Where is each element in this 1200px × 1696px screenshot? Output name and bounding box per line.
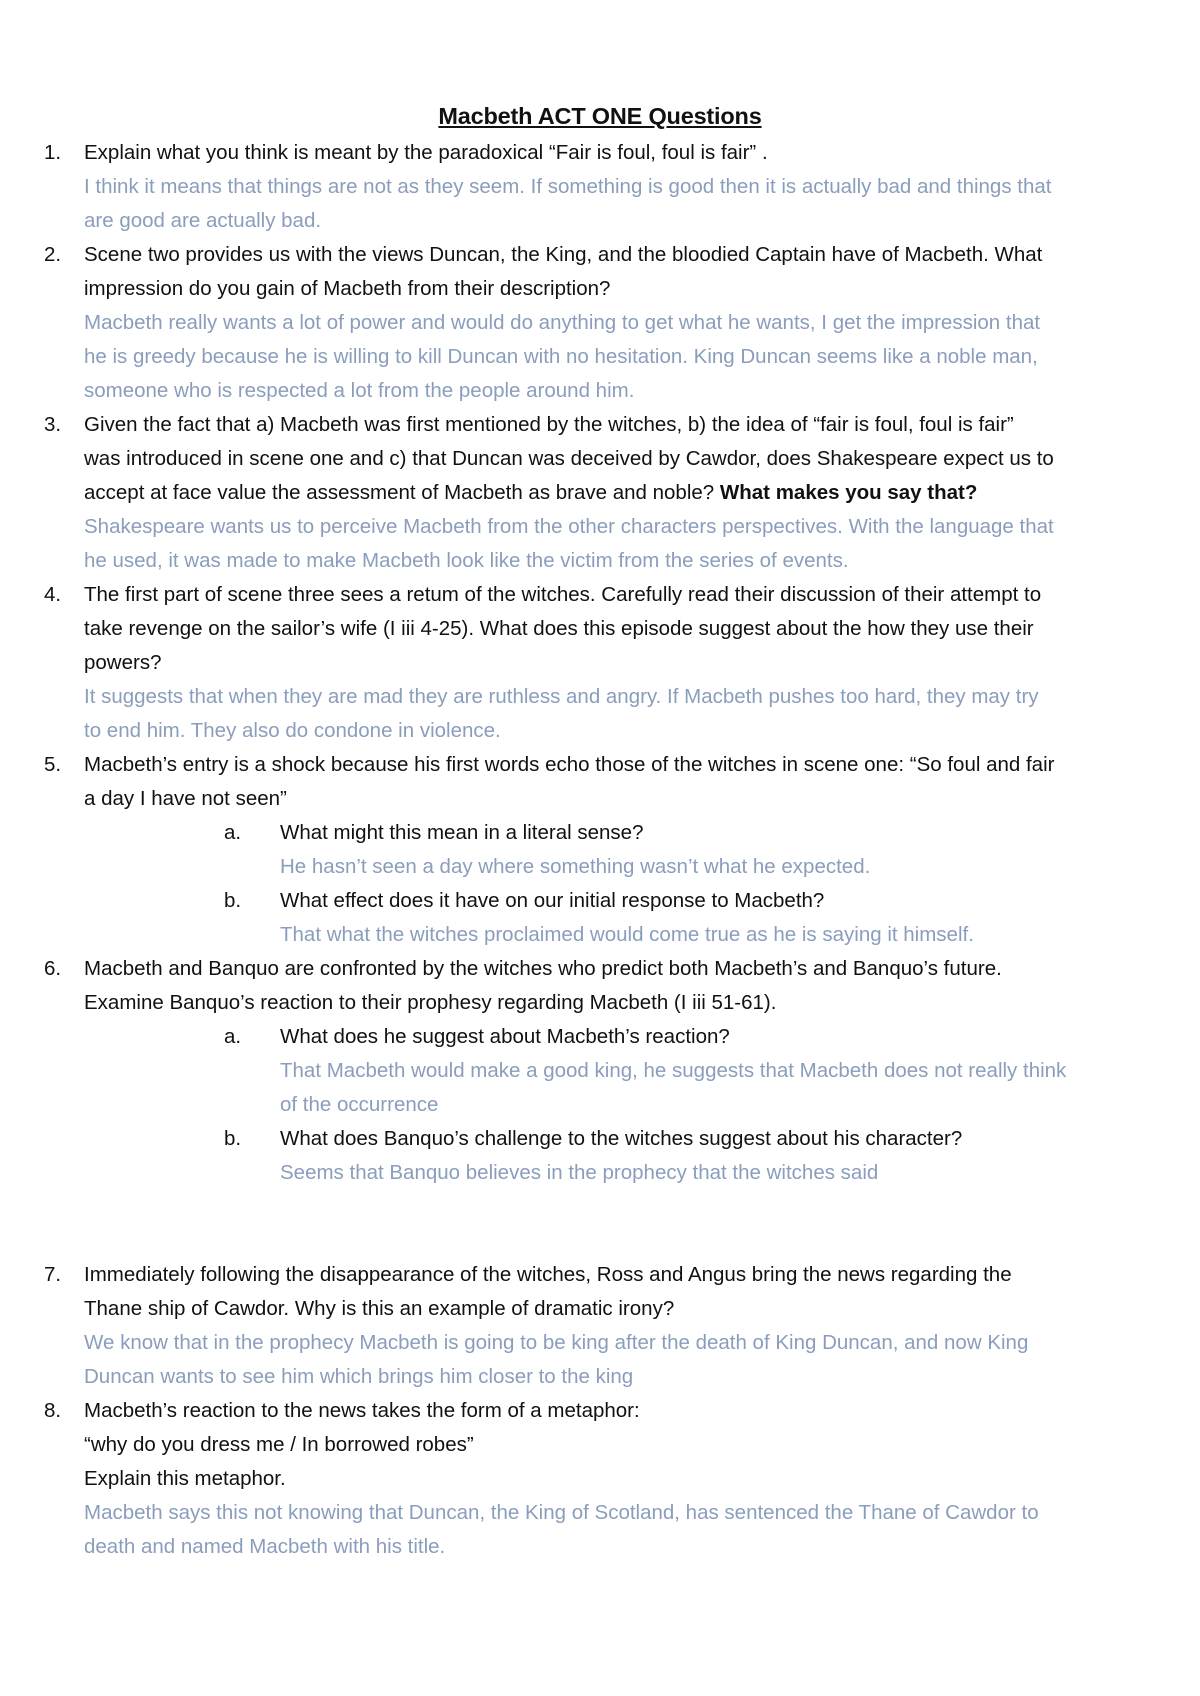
question-text: Explain what you think is meant by the paradoxical “Fair is foul, foul is fair” . <box>84 141 768 164</box>
question-text: Macbeth and Banquo are confronted by the witches who predict both Macbeth’s and Banquo’s future. <box>84 957 1002 980</box>
question-number: 7. <box>44 1263 62 1286</box>
answer-text: I think it means that things are not as they seem. If something is good then it is actually bad and things that <box>84 175 1052 198</box>
question-text: The first part of scene three sees a retum of the witches. Carefully read their discussion of their attempt to <box>84 583 1042 606</box>
sub-question-text: What does Banquo’s challenge to the witches suggest about his character? <box>280 1127 963 1150</box>
question-text: was introduced in scene one and c) that Duncan was deceived by Cawdor, does Shakespeare expect us to <box>84 447 1054 470</box>
question-text: Given the fact that a) Macbeth was first mentioned by the witches, b) the idea of “fair is foul, foul is fair” <box>84 413 1014 436</box>
answer-text: We know that in the prophecy Macbeth is going to be king after the death of King Duncan, and now King <box>84 1331 1029 1354</box>
question-number: 4. <box>44 583 62 606</box>
question-1 <box>44 136 1164 238</box>
sub-question-b <box>44 884 1164 918</box>
question-5 <box>44 748 1164 952</box>
answer-text: He hasn’t seen a day where something wasn’t what he expected. <box>280 855 871 878</box>
question-number: 5. <box>44 753 62 776</box>
answer-text: Macbeth says this not knowing that Duncan, the King of Scotland, has sentenced the Thane of Cawdor to <box>84 1501 1039 1524</box>
question-text: Macbeth’s entry is a shock because his first words echo those of the witches in scene one: “So foul and fair <box>84 753 1055 776</box>
answer-text: of the occurrence <box>280 1093 439 1116</box>
question-emphasis: What makes you say that? <box>719 481 978 504</box>
answer-text: It suggests that when they are mad they are ruthless and angry. If Macbeth pushes too hard, they may try <box>84 685 1039 708</box>
answer-text: are good are actually bad. <box>84 209 322 232</box>
sub-question-b <box>44 1122 1164 1156</box>
question-text: Macbeth’s reaction to the news takes the form of a metaphor: <box>84 1399 640 1422</box>
question-text: a day I have not seen” <box>84 787 287 810</box>
answer-text: That Macbeth would make a good king, he suggests that Macbeth does not really think <box>280 1059 1067 1082</box>
sub-question-text: What effect does it have on our initial response to Macbeth? <box>280 889 825 912</box>
question-2 <box>44 238 1164 408</box>
sub-question-a <box>44 816 1164 850</box>
sub-question-letter: a. <box>224 821 242 844</box>
answer-text: Seems that Banquo believes in the prophecy that the witches said <box>280 1161 879 1184</box>
question-text: powers? <box>84 651 162 674</box>
question-4 <box>44 578 1164 748</box>
answer-text: he is greedy because he is willing to kill Duncan with no hesitation. King Duncan seems like a noble man, <box>84 345 1038 368</box>
question-text: accept at face value the assessment of Macbeth as brave and noble? <box>84 481 715 504</box>
quotation-text: “why do you dress me / In borrowed robes” <box>84 1433 474 1456</box>
sub-question-text: What might this mean in a literal sense? <box>280 821 644 844</box>
question-text: Immediately following the disappearance of the witches, Ross and Angus bring the news regarding the <box>84 1263 1012 1286</box>
question-7 <box>44 1258 1164 1394</box>
question-list <box>44 136 1164 1564</box>
question-8 <box>44 1394 1164 1564</box>
answer-text: death and named Macbeth with his title. <box>84 1535 446 1558</box>
question-text: Examine Banquo’s reaction to their prophesy regarding Macbeth (I iii 51-61). <box>84 991 777 1014</box>
answer-text: That what the witches proclaimed would come true as he is saying it himself. <box>280 923 974 946</box>
question-text: take revenge on the sailor’s wife (I iii 4-25). What does this episode suggest about the how they use their <box>84 617 1034 640</box>
answer-text: to end him. They also do condone in violence. <box>84 719 501 742</box>
answer-text: he used, it was made to make Macbeth look like the victim from the series of events. <box>84 549 849 572</box>
sub-question-letter: b. <box>224 1127 242 1150</box>
sub-question-a <box>44 1020 1164 1054</box>
answer-text: Duncan wants to see him which brings him closer to the king <box>84 1365 634 1388</box>
question-number: 3. <box>44 413 62 436</box>
question-6 <box>44 952 1164 1190</box>
question-text: impression do you gain of Macbeth from their description? <box>84 277 611 300</box>
sub-question-letter: b. <box>224 889 242 912</box>
question-text-line <box>44 476 1164 510</box>
page-title: Macbeth ACT ONE Questions <box>438 103 762 129</box>
question-number: 2. <box>44 243 62 266</box>
answer-text: Macbeth really wants a lot of power and would do anything to get what he wants, I get the impression that <box>84 311 1041 334</box>
sub-question-letter: a. <box>224 1025 242 1048</box>
question-text: Explain this metaphor. <box>84 1467 286 1490</box>
question-number: 1. <box>44 141 62 164</box>
question-number: 8. <box>44 1399 62 1422</box>
answer-text: Shakespeare wants us to perceive Macbeth from the other characters perspectives. With the language that <box>84 515 1054 538</box>
question-number: 6. <box>44 957 62 980</box>
question-text: Thane ship of Cawdor. Why is this an example of dramatic irony? <box>84 1297 675 1320</box>
answer-text: someone who is respected a lot from the people around him. <box>84 379 635 402</box>
question-3 <box>44 408 1164 578</box>
question-text: Scene two provides us with the views Duncan, the King, and the bloodied Captain have of Macbeth. What <box>84 243 1043 266</box>
sub-question-text: What does he suggest about Macbeth’s reaction? <box>280 1025 730 1048</box>
blank-space <box>44 1190 1164 1258</box>
